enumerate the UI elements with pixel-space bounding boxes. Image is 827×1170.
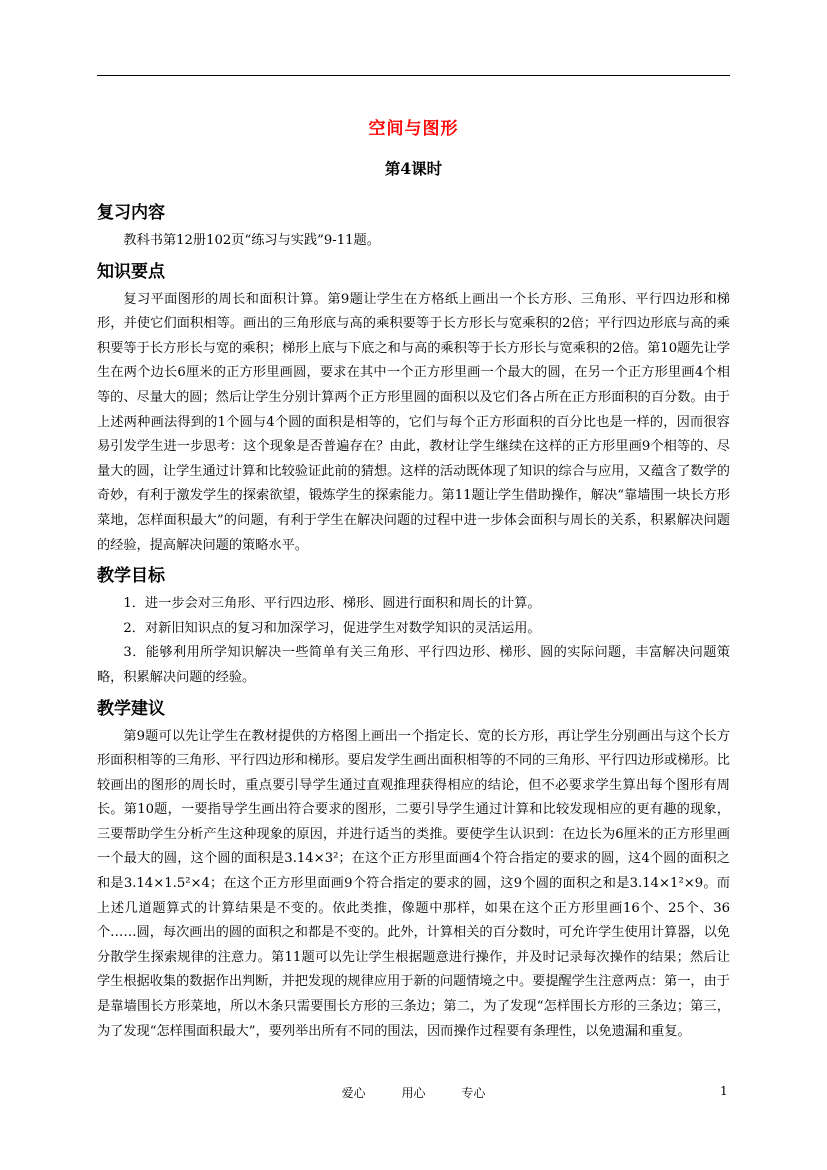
footer-word: 爱心 [341, 1086, 366, 1100]
section-teaching-goals [97, 561, 730, 690]
footer-word: 专心 [461, 1086, 486, 1100]
header-rule [97, 75, 730, 76]
lesson-subtitle: 第4课时 [384, 159, 443, 178]
goal-item: 2．对新旧知识点的复习和加深学习，促进学生对数学知识的灵活运用。 [123, 620, 541, 636]
section-heading: 复习内容 [97, 203, 165, 223]
section-heading: 教学目标 [97, 566, 165, 587]
paragraph: 教科书第12册102页“练习与实践”9-11题。 [123, 233, 380, 248]
section-key-points [97, 257, 730, 559]
page-number: 1 [720, 1084, 728, 1098]
document-body [97, 198, 730, 1047]
paragraph: 复习平面图形的周长和面积计算。第9题让学生在方格纸上画出一个长方形、三角形、平行四边形和梯形，并使它们面积相等。画出的三角形底与高的乘积要等于长方形长与宽乘积的2倍；平行四边形底与高的乘积要等于长方形长与宽的乘积；梯形上底与下底之和与高的乘积等于长方形长与宽乘积的2倍。第10题先让学生在两个边长6厘米的正方形里画圆，要求在其中一个正方形里画一个最大的圆，在另一个正方形里画4个相等的、尽量大的圆；然后让学生分别计算两个正方形里圆的面积以及它们各占所在正方形面积的百分数。由于上述两种画法得到的1个圆与4个圆的面积是相等的，它们与每个正方形面积的百分比也是一样的，因而很容易引发学生进一步思考：这个现象是否普遍存在？由此，教材让学生继续在这样的正方形里画9个相等的、尽量大的圆，让学生通过计算和比较验证此前的猜想。这样的活动既体现了知识的综合与应用，又蕴含了数学的奇妙，有利于激发学生的探索欲望，锻炼学生的探索能力。第11题让学生借助操作，解决“靠墙围一块长方形菜地，怎样面积最大”的问题，有利于学生在解决问题的过程中进一步体会面积与周长的关系，积累解决问题的经验，提高解决问题的策略水平。 [97, 291, 730, 553]
section-teaching-suggestions [97, 694, 730, 1045]
section-review-content [97, 198, 730, 254]
section-heading: 知识要点 [97, 261, 165, 282]
paragraph: 第9题可以先让学生在教材提供的方格图上画出一个指定长、宽的长方形，再让学生分别画出与这个长方形面积相等的三角形、平行四边形和梯形。要启发学生画出面积相等的不同的三角形、平行四边形或梯形。比较画出的图形的周长时，重点要引导学生通过直观推理获得相应的结论，但不必要求学生算出每个图形有周长。第10题，一要指导学生画出符合要求的图形，二要引导学生通过计算和比较发现相应的更有趣的现象，三要帮助学生分析产生这种现象的原因，并进行适当的类推。要使学生认识到：在边长为6厘米的正方形里画一个最大的圆，这个圆的面积是3.14×3²；在这个正方形里面画4个符合指定的要求的圆，这4个圆的面积之和是3.14×1.5²×4；在这个正方形里面画9个符合指定的要求的圆，这9个圆的面积之和是3.14×1²×9。而上述几道题算式的计算结果是不变的。依此类推，像题中那样，如果在这个正方形里画16个、25个、36个……圆，每次画出的圆的面积之和都是不变的。此外，计算相关的百分数时，可允许学生使用计算器，以免分散学生探索规律的注意力。第11题可以先让学生根据题意进行操作，并及时记录每次操作的结果；然后让学生根据收集的数据作出判断，并把发现的规律应用于新的问题情境之中。要提醒学生注意两点：第一，由于是靠墙围长方形菜地，所以木条只需要围长方形的三条边；第二，为了发现“怎样围长方形的三条边；第三，为了发现“怎样围面积最大”，要列举出所有不同的围法，因而操作过程要有条理性，以免遗漏和重复。 [97, 728, 730, 1039]
footer-motto [0, 1084, 827, 1101]
document-title: 空间与图形 [368, 119, 459, 139]
goal-item: 3．能够利用所学知识解决一些简单有关三角形、平行四边形、梯形、圆的实际问题，丰富解决问题策略，积累解决问题的经验。 [97, 645, 730, 685]
section-heading: 教学建议 [97, 698, 165, 719]
footer-word: 用心 [401, 1086, 426, 1100]
goal-item: 1．进一步会对三角形、平行四边形、梯形、圆进行面积和周长的计算。 [123, 596, 541, 612]
